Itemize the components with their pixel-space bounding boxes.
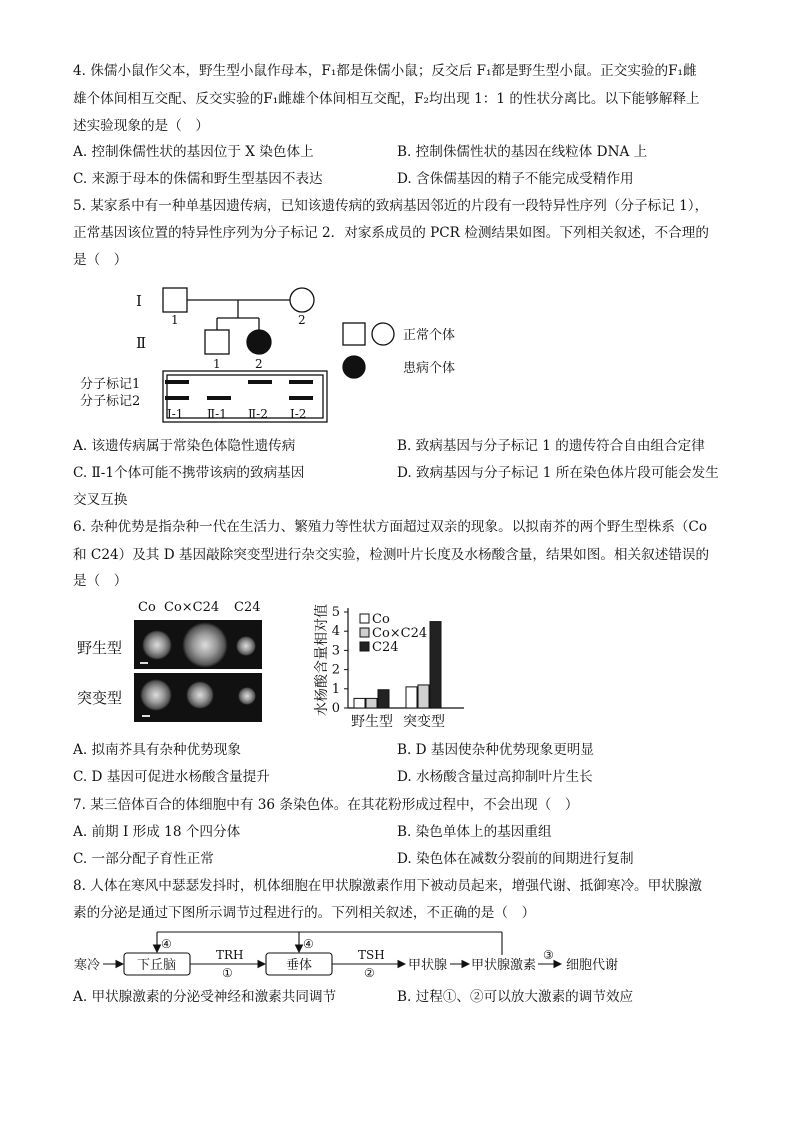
q5-option-a[interactable]: A. 该遗传病属于常染色体隐性遗传病	[73, 438, 296, 454]
q6-stem-line3: 是（ ）	[73, 573, 128, 589]
q5-stem-line3: 是（ ）	[73, 252, 128, 268]
pedigree-II2-filled-circle	[247, 330, 271, 354]
hypothalamus-label: 下丘脑	[137, 958, 177, 973]
photo-row-wildtype: 野生型	[77, 639, 123, 657]
thyroid-label: 甲状腺	[408, 958, 448, 973]
legend-swatch	[360, 642, 369, 651]
thyroid-hormone-label: 甲状腺激素	[471, 958, 537, 973]
q6-option-b[interactable]: B. D 基因使杂种优势现象更明显	[397, 742, 594, 758]
y-tick-label: 4	[331, 624, 340, 640]
q5-option-c[interactable]: C. Ⅱ-1个体可能不携带该病的致病基因	[73, 465, 305, 481]
y-tick-label: 3	[331, 643, 340, 659]
band-I2-marker1	[289, 380, 313, 384]
y-axis-label: 水杨酸含量相对值	[314, 604, 330, 716]
tsh-label: TSH	[358, 948, 385, 962]
step4b-label: ④	[303, 937, 314, 951]
bar-突变型-Co	[406, 687, 417, 708]
legend-label: Co×C24	[372, 626, 428, 641]
bar-突变型-Co×C24	[418, 685, 429, 708]
photo-row-mutant: 突变型	[77, 689, 123, 707]
bar-突变型-C24	[430, 622, 441, 708]
y-tick-label: 1	[331, 681, 340, 697]
band-I1-marker2	[165, 396, 189, 400]
scale-bar	[140, 662, 148, 664]
bar-野生型-Co	[354, 698, 365, 708]
y-tick-label: 5	[331, 605, 340, 620]
q4-option-d[interactable]: D. 含侏儒基因的精子不能完成受精作用	[397, 171, 634, 187]
pedigree-I1-number: 1	[171, 313, 179, 327]
bar-野生型-C24	[378, 690, 389, 708]
pedigree-I1-square	[163, 288, 187, 312]
pedigree-II2-number: 2	[255, 357, 263, 371]
marker2-label: 分子标记2	[80, 394, 141, 409]
q4-option-c[interactable]: C. 来源于母本的侏儒和野生型基因不表达	[73, 171, 323, 187]
q6-option-d[interactable]: D. 水杨酸含量过高抑制叶片生长	[397, 769, 593, 785]
step2-label: ②	[364, 966, 375, 980]
q4-option-a[interactable]: A. 控制侏儒性状的基因位于 X 染色体上	[73, 144, 314, 160]
y-tick-label: 0	[331, 701, 340, 716]
photo-col-hybrid: Co×C24	[164, 600, 220, 615]
plant-icon	[238, 687, 256, 705]
q7-option-d[interactable]: D. 染色体在减数分裂前的间期进行复制	[397, 851, 634, 867]
lane-I1-label: Ⅰ-1	[167, 407, 184, 421]
x-category-label: 野生型	[351, 714, 393, 730]
band-I2-marker2	[289, 396, 313, 400]
photo-wildtype-plants	[134, 620, 262, 669]
q4-stem-line2: 雄个体间相互交配、反交实验的F₁雌雄个体间相互交配，F₂均出现 1：1 的性状分离比。以下能够解释上	[73, 91, 700, 107]
legend-label: C24	[372, 640, 399, 655]
q5-stem-line2: 正常基因该位置的特异性序列为分子标记 2．对家系成员的 PCR 检测结果如图。下列相关叙述，不合理的	[73, 225, 709, 241]
q7-option-b[interactable]: B. 染色单体上的基因重组	[397, 824, 552, 840]
x-category-label: 突变型	[403, 714, 445, 730]
plant-icon	[182, 622, 228, 668]
step3-label: ③	[543, 948, 554, 962]
marker1-label: 分子标记1	[80, 377, 141, 392]
plant-icon	[236, 636, 256, 656]
legend-label: Co	[372, 612, 390, 627]
q4-stem-line3: 述实验现象的是（ ）	[73, 118, 209, 134]
y-tick-label: 2	[331, 662, 340, 678]
q7-stem: 7. 某三倍体百合的体细胞中有 36 条染色体。在其花粉形成过程中，不会出现（ ）	[73, 797, 579, 813]
q4-option-b[interactable]: B. 控制侏儒性状的基因在线粒体 DNA 上	[397, 144, 648, 160]
q6-stem-line1: 6. 杂种优势是指杂种一代在生活力、繁殖力等性状方面超过双亲的现象。以拟南芥的两个野生型株系（Co	[73, 519, 707, 535]
legend-swatch	[360, 628, 369, 637]
thyroid-regulation-diagram	[0, 925, 794, 985]
legend-circle	[372, 323, 394, 345]
q5-stem-line1: 5. 某家系中有一种单基因遗传病，已知该遗传病的致病基因邻近的片段有一段特异性序列（分子标记 1），	[73, 198, 709, 214]
legend-affected-label: 患病个体	[403, 361, 456, 376]
trh-label: TRH	[216, 948, 244, 962]
q5-option-b[interactable]: B. 致病基因与分子标记 1 的遗传符合自由组合定律	[397, 438, 705, 454]
lane-I2-label: Ⅰ-2	[290, 407, 307, 421]
step1-label: ①	[222, 966, 233, 980]
photo-col-c24: C24	[234, 600, 261, 615]
band-II1-marker2	[207, 396, 231, 400]
q8-stem-line1: 8. 人体在寒风中瑟瑟发抖时，机体细胞在甲状腺激素作用下被动员起来，增强代谢、抵御寒冷。甲状腺激	[73, 878, 703, 894]
salicylic-acid-chart	[300, 596, 470, 736]
step4a-label: ④	[161, 937, 172, 951]
plant-icon	[186, 681, 214, 709]
cold-label: 寒冷	[74, 958, 101, 973]
q4-stem-line1: 4. 侏儒小鼠作父本，野生型小鼠作母本，F₁都是侏儒小鼠；反交后 F₁都是野生型小鼠。正交实验的F₁雌	[73, 63, 697, 79]
q8-stem-line2: 素的分泌是通过下图所示调节过程进行的。下列相关叙述，不正确的是（ ）	[73, 905, 536, 921]
generation-1-label: Ⅰ	[136, 292, 142, 310]
pedigree-II1-number: 1	[213, 357, 221, 371]
q8-option-b[interactable]: B. 过程①、②可以放大激素的调节效应	[397, 989, 634, 1005]
pituitary-label: 垂体	[286, 958, 313, 973]
cell-metabolism-label: 细胞代谢	[566, 958, 619, 973]
legend-normal-label: 正常个体	[403, 328, 456, 343]
photo-mutant-plants	[134, 673, 262, 722]
pedigree-I2-number: 2	[298, 313, 306, 327]
generation-2-label: Ⅱ	[136, 334, 147, 352]
band-I1-marker1	[165, 380, 189, 384]
q6-option-c[interactable]: C. D 基因可促进水杨酸含量提升	[73, 769, 270, 785]
legend-filled-circle	[343, 356, 365, 378]
plant-icon	[142, 630, 172, 660]
q6-option-a[interactable]: A. 拟南芥具有杂种优势现象	[73, 742, 241, 758]
bar-野生型-Co×C24	[366, 698, 377, 708]
q7-option-a[interactable]: A. 前期 Ⅰ 形成 18 个四分体	[73, 824, 241, 840]
q5-option-d-cont: 交叉互换	[73, 492, 128, 508]
legend-square	[343, 323, 365, 345]
q7-option-c[interactable]: C. 一部分配子育性正常	[73, 851, 214, 867]
pedigree-I2-circle	[290, 288, 314, 312]
q6-stem-line2: 和 C24）及其 D 基因敲除突变型进行杂交实验，检测叶片长度及水杨酸含量，结果如图。相关叙述错误的	[73, 547, 710, 563]
legend-swatch	[360, 614, 369, 623]
q8-option-a[interactable]: A. 甲状腺激素的分泌受神经和激素共同调节	[73, 989, 337, 1005]
plant-icon	[140, 679, 172, 711]
lane-II2-label: Ⅱ-2	[248, 407, 268, 421]
photo-col-co: Co	[138, 600, 156, 615]
scale-bar	[142, 715, 150, 717]
q5-option-d[interactable]: D. 致病基因与分子标记 1 所在染色体片段可能会发生	[397, 465, 719, 481]
band-II2-marker1	[248, 380, 272, 384]
lane-II1-label: Ⅱ-1	[207, 407, 227, 421]
pedigree-II1-square	[205, 330, 229, 354]
